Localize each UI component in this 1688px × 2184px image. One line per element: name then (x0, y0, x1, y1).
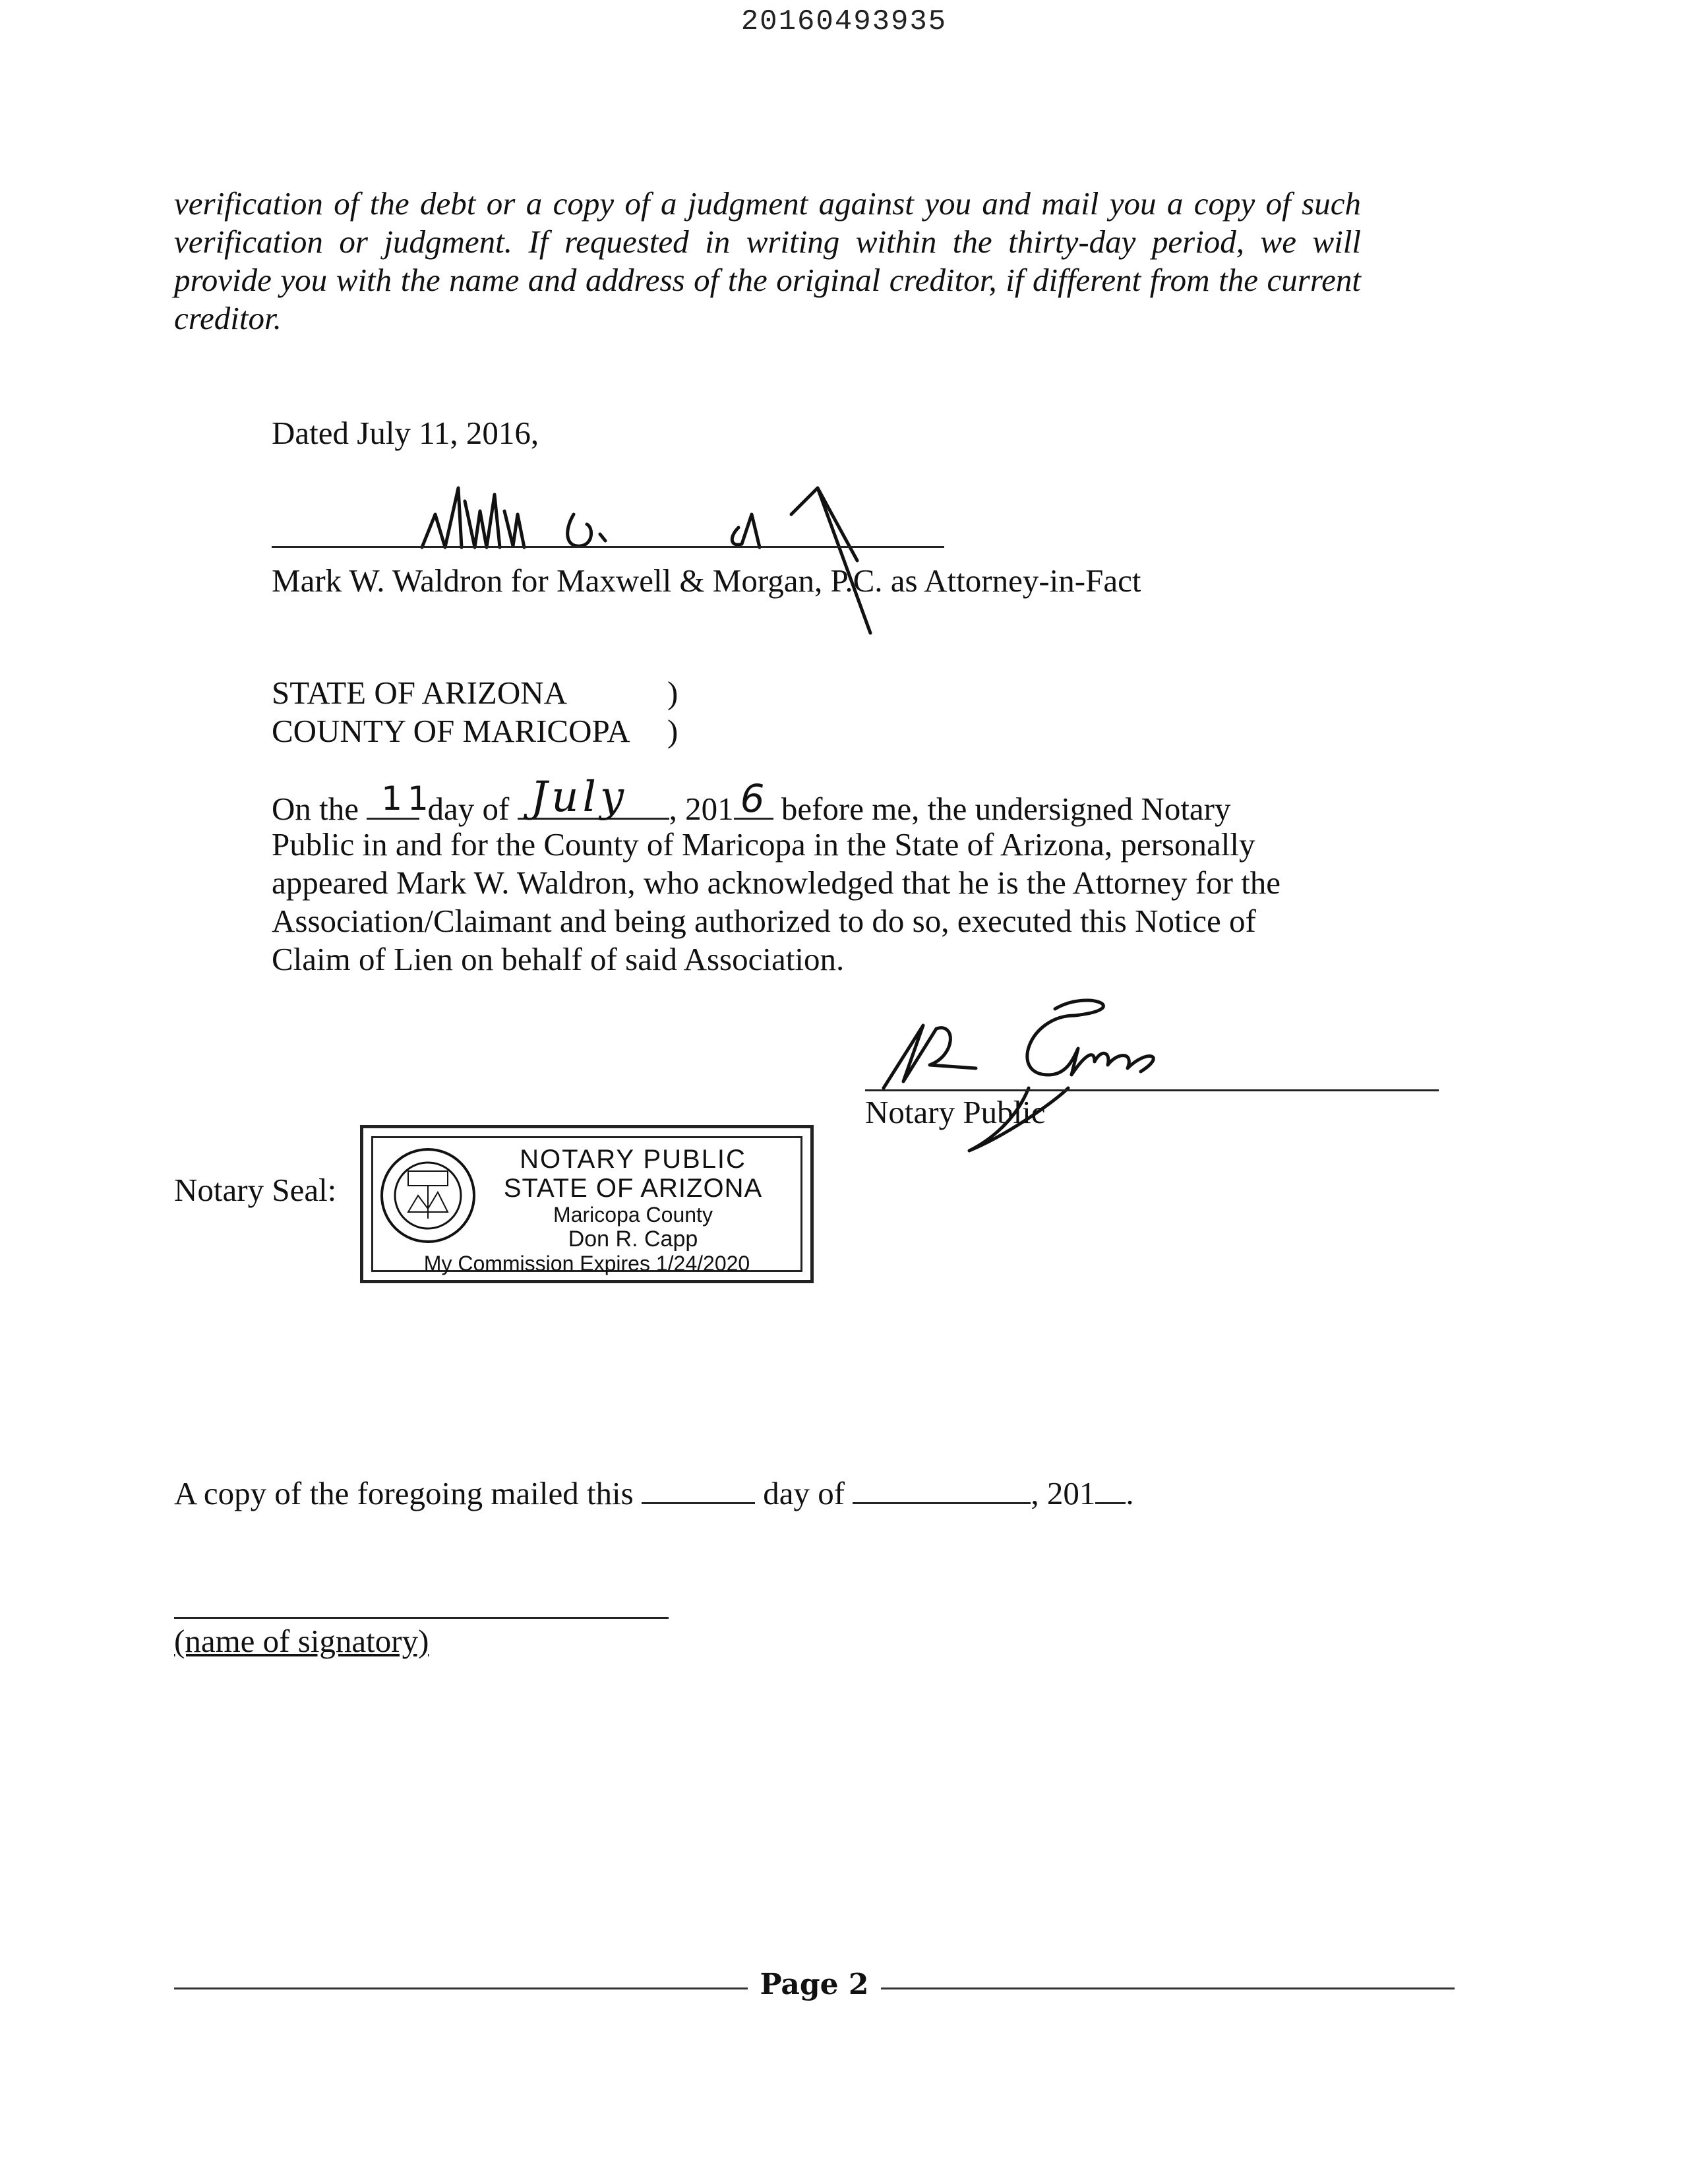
seal-line-state: STATE OF ARIZONA (503, 1174, 763, 1203)
attorney-signature-line (272, 546, 944, 548)
footer-rule-right (881, 1987, 1455, 1989)
acknowledgment-line-4: Association/Claimant and being authorized to do so, executed this Notice of (272, 903, 1256, 939)
seal-line-commission: My Commission Expires 1/24/2020 (423, 1252, 750, 1275)
intro-paragraph: verification of the debt or a copy of a judgment against you and mail you a copy of such verification or judgment. If requested in writing within the thirty-day period, we will provide you with the name and address of the original creditor, if different from the current creditor. (174, 185, 1361, 336)
venue-state: STATE OF ARIZONA (272, 675, 567, 711)
acknowledgment-line-3: appeared Mark W. Waldron, who acknowledged that he is the Attorney for the (272, 864, 1281, 901)
day-blank (367, 779, 434, 820)
on-the-label: On the (272, 791, 359, 827)
acknowledgment-line-5: Claim of Lien on behalf of said Association. (272, 941, 845, 977)
acknowledgment-line-1 (272, 773, 1231, 828)
venue-county: COUNTY OF MARICOPA (272, 713, 630, 749)
signatory-label: (name of signatory) (174, 1623, 429, 1659)
before-me-text: before me, the undersigned Notary (781, 791, 1231, 827)
year-handwritten: 6 (740, 776, 765, 821)
notary-seal-label: Notary Seal: (174, 1172, 337, 1208)
seal-line-county: Maricopa County (553, 1203, 713, 1227)
copy-mailed-end: . (1126, 1475, 1134, 1511)
venue-paren-2: ) (667, 713, 678, 749)
copy-mailed-year: , 201 (1031, 1475, 1096, 1511)
footer-rule-left (174, 1987, 748, 1989)
venue-paren-1: ) (667, 675, 678, 711)
notary-seal-stamp (360, 1125, 814, 1283)
acknowledgment-line-2: Public in and for the County of Maricopa in the State of Arizona, personally (272, 826, 1255, 863)
seal-line-notary-name: Don R. Capp (568, 1227, 698, 1252)
notary-signature-line (865, 1089, 1439, 1091)
page-number: Page 2 (760, 1968, 869, 2001)
seal-line-notary-public: NOTARY PUBLIC (520, 1145, 746, 1174)
year-prefix: , 201 (669, 791, 734, 827)
copy-mailed-line (174, 1472, 1134, 1513)
dated-line: Dated July 11, 2016, (272, 415, 539, 451)
copy-mailed-day-blank (642, 1472, 755, 1504)
day-of-label: day of (427, 791, 510, 827)
attorney-signature (396, 475, 989, 646)
notary-public-label: Notary Public (865, 1094, 1046, 1130)
day-handwritten: 11 (381, 779, 434, 818)
arizona-state-seal-emblem (378, 1146, 477, 1245)
signer-name-line: Mark W. Waldron for Maxwell & Morgan, P.C. as Attorney-in-Fact (272, 562, 1141, 599)
copy-mailed-prefix: A copy of the foregoing mailed this (174, 1475, 634, 1511)
month-handwritten: July (530, 773, 628, 822)
year-blank (734, 776, 773, 821)
copy-mailed-year-blank (1095, 1472, 1126, 1504)
month-blank (518, 773, 669, 822)
copy-mailed-day-of: day of (763, 1475, 845, 1511)
document-number: 20160493935 (740, 5, 948, 38)
seal-text-block (423, 1145, 794, 1275)
copy-mailed-month-blank (853, 1472, 1031, 1504)
seal-inner-border (371, 1136, 802, 1275)
signatory-line (174, 1617, 669, 1619)
notary-signature (857, 989, 1253, 1161)
